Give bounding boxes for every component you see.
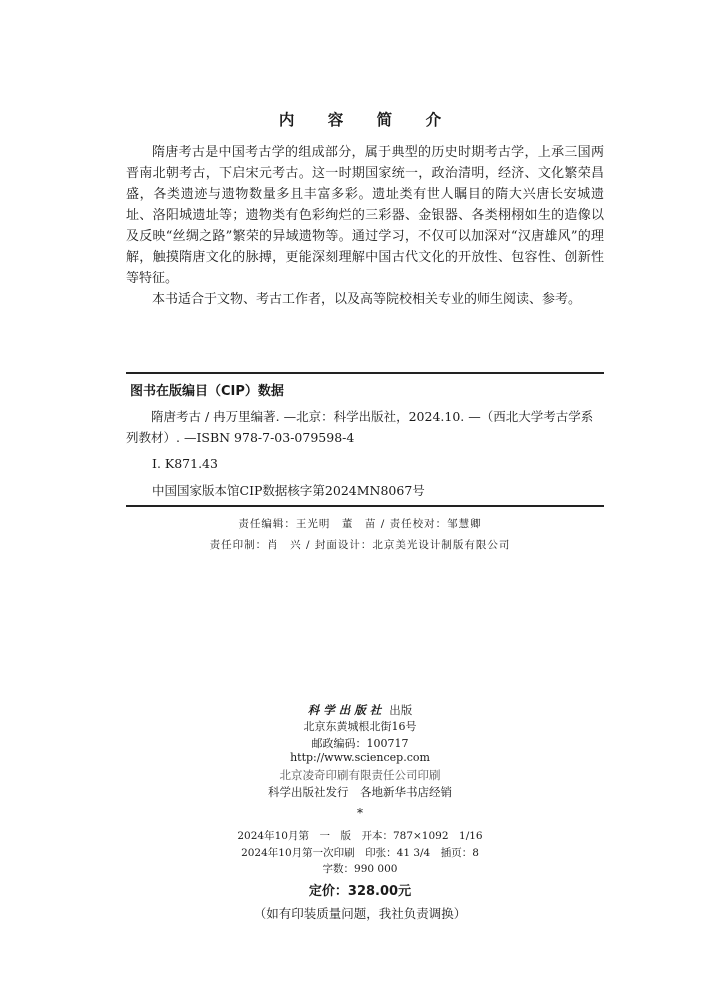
production-credits: 责任印制：肖 兴 / 封面设计：北京美光设计制版有限公司 xyxy=(209,539,511,551)
word-count: 字数：990 000 xyxy=(322,863,398,875)
summary-body xyxy=(126,142,604,310)
printing-line: 2024年10月第一次印刷 印张：41 3/4 插页：8 xyxy=(241,847,479,859)
publisher-suffix: 出版 xyxy=(389,703,413,717)
cip-data-number: 中国国家版本馆CIP数据核字第2024MN8067号 xyxy=(152,483,425,498)
cip-heading: 图书在版编目（CIP）数据 xyxy=(130,384,284,399)
cip-top-rule xyxy=(126,372,604,374)
editor-credits: 责任编辑：王光明 董 苗 / 责任校对：邹慧卿 xyxy=(238,518,482,530)
separator: * xyxy=(357,806,363,820)
cip-record-text: 隋唐考古 / 冉万里编著. —北京：科学出版社，2024.10. —（西北大学考古学系列教材）. —ISBN 978-7-03-079598-4 xyxy=(126,409,594,445)
distributor: 科学出版社发行 各地新华书店经销 xyxy=(268,785,452,799)
publisher-logo: 科学出版社 xyxy=(307,703,386,717)
publisher-line xyxy=(0,702,720,718)
publisher-address: 北京东黄城根北街16号 xyxy=(303,720,417,733)
postcode: 邮政编码：100717 xyxy=(311,737,409,750)
printer: 北京凌奇印刷有限责任公司印刷 xyxy=(279,768,441,782)
edition-line: 2024年10月第 一 版 开本：787×1092 1/16 xyxy=(237,830,483,842)
quality-notice: （如有印装质量问题，我社负责调换） xyxy=(253,906,467,921)
price: 定价：328.00元 xyxy=(308,884,412,899)
summary-title: 内 容 简 介 xyxy=(278,111,456,129)
cip-record xyxy=(126,406,604,448)
cip-bottom-rule xyxy=(126,505,604,507)
cip-classification: Ⅰ. K871.43 xyxy=(152,456,218,471)
summary-paragraph: 本书适合于文物、考古工作者，以及高等院校相关专业的师生阅读、参考。 xyxy=(152,292,582,307)
summary-paragraph: 隋唐考古是中国考古学的组成部分，属于典型的历史时期考古学，上承三国两晋南北朝考古，下启宋元考古。这一时期国家统一，政治清明，经济、文化繁荣昌盛，各类遗迹与遗物数量多且丰富多彩。遗址类有世人瞩目的隋大兴唐长安城遗址、洛阳城遗址等；遗物类有色彩绚烂的三彩器、金银器、各类栩栩如生的造像以及反映“丝绸之路”繁荣的异域遗物等。通过学习，不仅可以加深对“汉唐雄风”的理解，触摸隋唐文化的脉搏，更能深刻理解中国古代文化的开放性、包容性、创新性等特征。 xyxy=(126,145,604,286)
publisher-url: http://www.sciencep.com xyxy=(290,751,430,764)
